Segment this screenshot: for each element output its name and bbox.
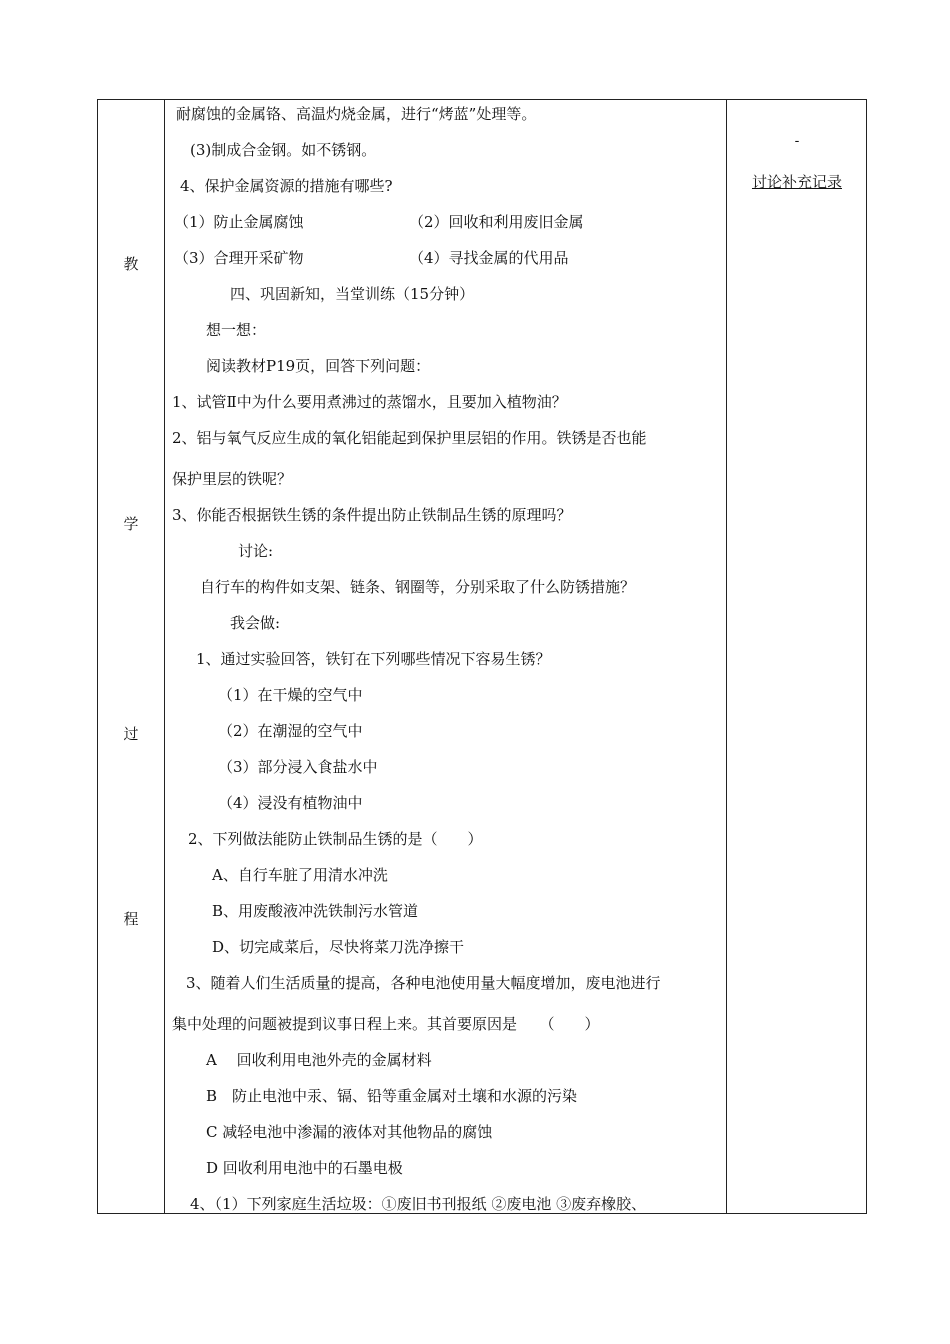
option-line: D 回收利用电池中的石墨电极 xyxy=(206,1159,403,1177)
column-divider-right xyxy=(726,100,727,1213)
question-line: 2、下列做法能防止铁制品生锈的是（ ） xyxy=(188,830,483,848)
option-line: （3）部分浸入食盐水中 xyxy=(218,758,378,776)
option-line: B、用废酸液冲洗铁制污水管道 xyxy=(212,902,419,920)
option-line: C 减轻电池中渗漏的液体对其他物品的腐蚀 xyxy=(206,1123,493,1141)
text-line: 耐腐蚀的金属铬、高温灼烧金属，进行“烤蓝”处理等。 xyxy=(176,105,537,123)
side-label-xue: 学 xyxy=(123,515,139,533)
notes-title-text: 讨论补充记录 xyxy=(751,173,842,191)
side-label-cheng: 程 xyxy=(123,910,139,928)
option-line: （2）在潮湿的空气中 xyxy=(218,722,363,740)
text-line: 讨论: xyxy=(238,542,274,560)
text-line: （4）寻找金属的代用品 xyxy=(409,249,569,267)
text-line: 阅读教材P19页，回答下列问题： xyxy=(206,357,431,375)
question-line: 集中处理的问题被提到议事日程上来。其首要原因是 （ ） xyxy=(172,1015,600,1033)
text-line: （2）回收和利用废旧金属 xyxy=(409,213,584,231)
option-line: D、切完咸菜后，尽快将菜刀洗净擦干 xyxy=(212,938,465,956)
text-line: 自行车的构件如支架、链条、钢圈等，分别采取了什么防锈措施？ xyxy=(200,578,636,596)
text-line: 想一想： xyxy=(206,321,267,339)
question-line: 1、通过实验回答，铁钉在下列哪些情况下容易生锈？ xyxy=(196,650,551,668)
option-line: （4）浸没有植物油中 xyxy=(218,794,363,812)
question-line: 3、随着人们生活质量的提高，各种电池使用量大幅度增加，废电池进行 xyxy=(186,974,661,992)
text-line: (3)制成合金钢。如不锈钢。 xyxy=(190,141,377,159)
side-label-jiao: 教 xyxy=(123,255,139,273)
option-line: （1）在干燥的空气中 xyxy=(218,686,363,704)
notes-title xyxy=(726,171,868,192)
text-line: （1）防止金属腐蚀 xyxy=(174,213,304,231)
column-divider-left xyxy=(164,100,165,1213)
section-heading: 四、巩固新知，当堂训练（15分钟） xyxy=(230,285,475,303)
option-line: A 回收利用电池外壳的金属材料 xyxy=(206,1051,432,1069)
question-line: 保护里层的铁呢？ xyxy=(172,470,293,488)
text-line: 我会做: xyxy=(230,614,281,632)
option-line: B 防止电池中汞、镉、铅等重金属对土壤和水源的污染 xyxy=(206,1087,578,1105)
question-line: 4、（1）下列家庭生活垃圾：①废旧书刊报纸 ②废电池 ③废弃橡胶、 xyxy=(190,1195,647,1213)
lesson-table xyxy=(97,99,867,1214)
text-line: 4、保护金属资源的措施有哪些? xyxy=(180,177,393,195)
question-line: 1、试管Ⅱ中为什么要用煮沸过的蒸馏水，且要加入植物油？ xyxy=(172,393,567,411)
option-line: A、自行车脏了用清水冲洗 xyxy=(212,866,388,884)
text-line: （3）合理开采矿物 xyxy=(174,249,304,267)
notes-dash: - xyxy=(794,133,800,149)
question-line: 2、铝与氧气反应生成的氧化铝能起到保护里层铝的作用。铁锈是否也能 xyxy=(172,429,647,447)
question-line: 3、你能否根据铁生锈的条件提出防止铁制品生锈的原理吗？ xyxy=(172,506,572,524)
side-label-guo: 过 xyxy=(123,725,139,743)
